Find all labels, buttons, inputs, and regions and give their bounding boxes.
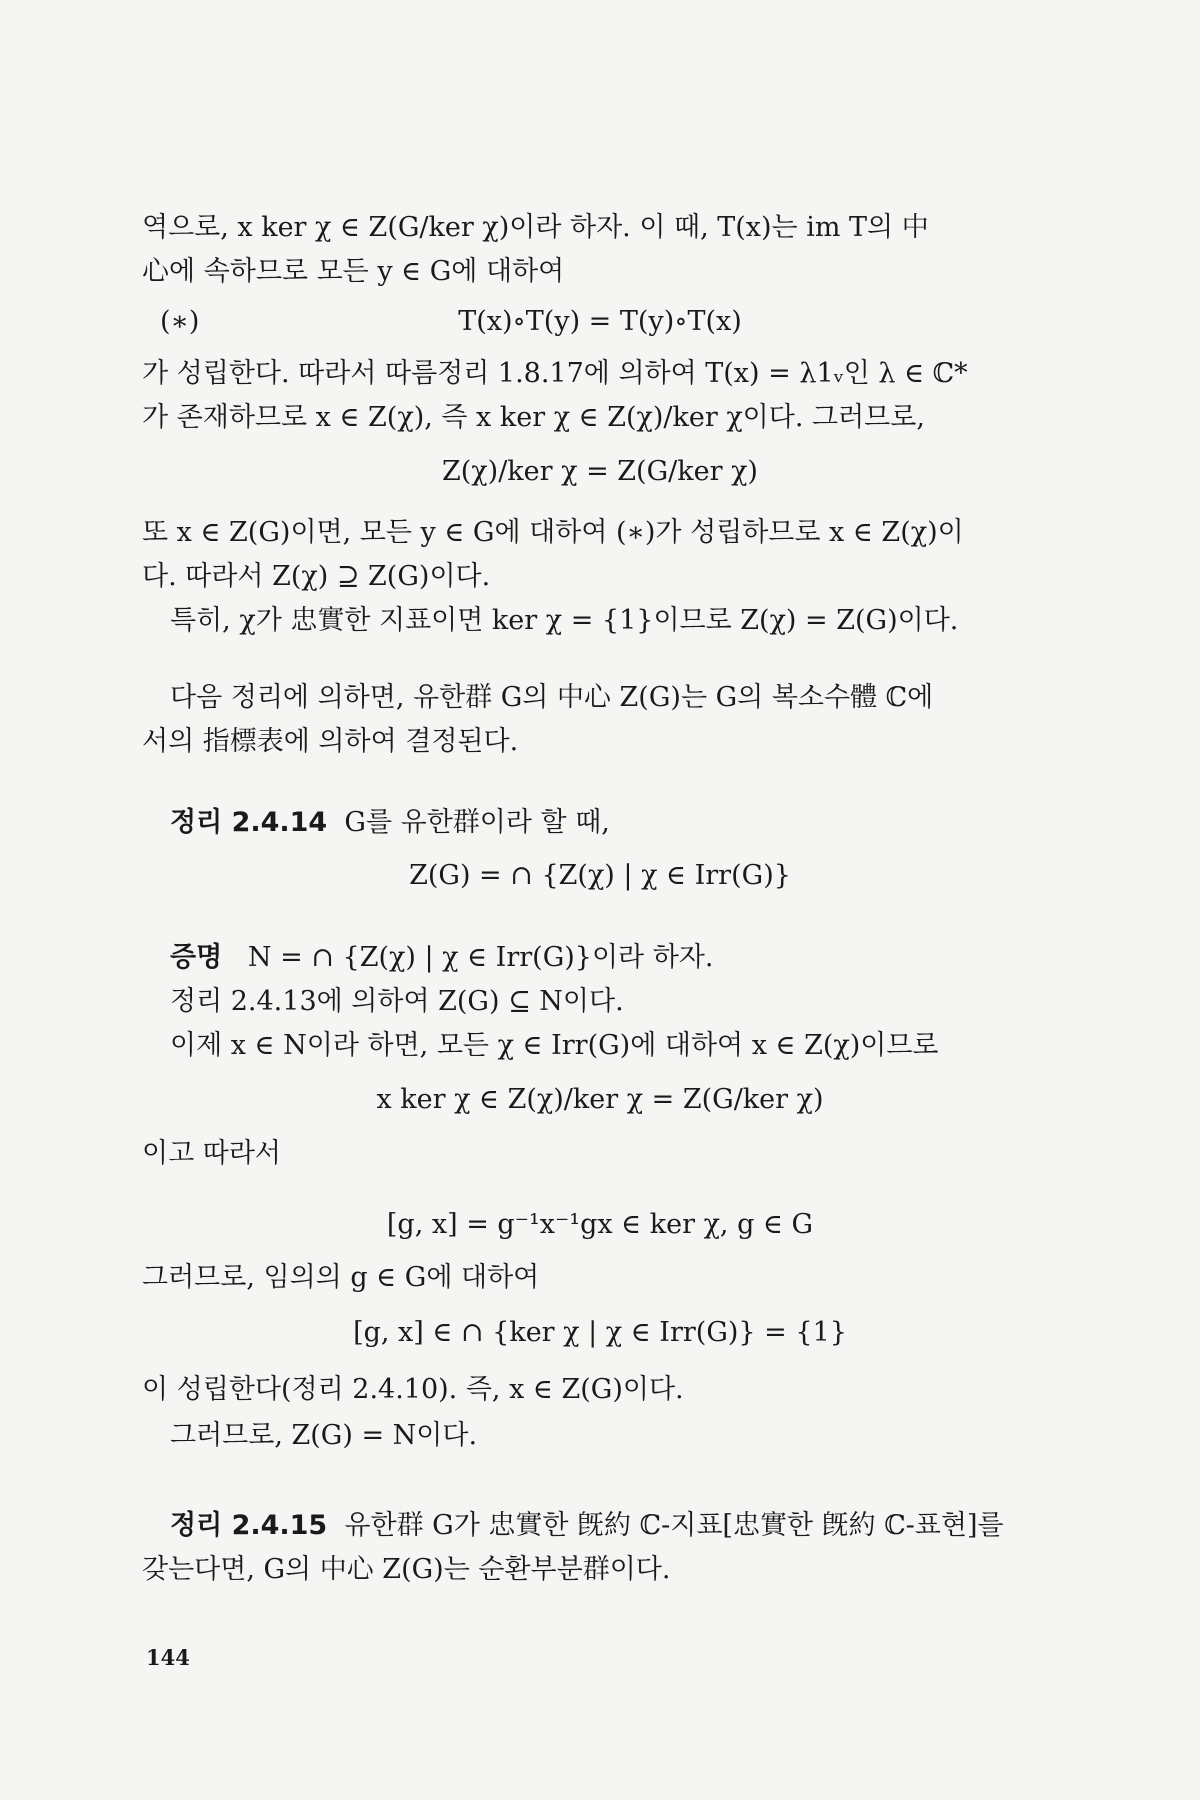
proof-line: 그러므로, 임의의 g ∈ G에 대하여 xyxy=(142,1262,540,1293)
text-line: 가 성립한다. 따라서 따름정리 1.8.17에 의하여 T(x) = λ1ᵥ인 λ ∈ ℂ* xyxy=(142,358,968,389)
theorem-heading xyxy=(170,1508,1070,1544)
equation: x ker χ ∈ Z(χ)/ker χ = Z(G/ker χ) xyxy=(376,1084,824,1115)
text-line: 또 x ∈ Z(G)이면, 모든 y ∈ G에 대하여 (∗)가 성립하므로 x ∈ Z(χ)이 xyxy=(142,517,964,548)
equation: Z(χ)/ker χ = Z(G/ker χ) xyxy=(442,456,758,487)
equation: T(x)∘T(y) = T(y)∘T(x) xyxy=(458,306,742,337)
theorem-statement: 유한群 G가 忠實한 旣約 ℂ-지표[忠實한 旣約 ℂ-표현]를 xyxy=(344,1510,1004,1541)
proof-line: 그러므로, Z(G) = N이다. xyxy=(170,1420,478,1451)
text-line: 서의 指標表에 의하여 결정된다. xyxy=(142,726,519,757)
text-line: 다. 따라서 Z(χ) ⊇ Z(G)이다. xyxy=(142,561,491,592)
proof-heading xyxy=(170,940,1070,976)
proof-line: 이제 x ∈ N이라 하면, 모든 χ ∈ Irr(G)에 대하여 x ∈ Z(χ)이므로 xyxy=(170,1030,939,1061)
theorem-heading xyxy=(170,805,1070,841)
page-number: 144 xyxy=(146,1645,190,1670)
text-line: 心에 속하므로 모든 y ∈ G에 대하여 xyxy=(142,256,565,287)
proof-line: 이 성립한다(정리 2.4.10). 즉, x ∈ Z(G)이다. xyxy=(142,1374,684,1405)
equation: [g, x] = g⁻¹x⁻¹gx ∈ ker χ, g ∈ G xyxy=(386,1209,814,1240)
text-line: 가 존재하므로 x ∈ Z(χ), 즉 x ker χ ∈ Z(χ)/ker χ이다. 그러므로, xyxy=(142,402,925,433)
proof-line: N = ∩ {Z(χ) | χ ∈ Irr(G)}이라 하자. xyxy=(247,942,714,973)
equation: Z(G) = ∩ {Z(χ) | χ ∈ Irr(G)} xyxy=(409,860,791,891)
proof-line: 이고 따라서 xyxy=(142,1138,281,1169)
theorem-statement: G를 유한群이라 할 때, xyxy=(344,807,610,838)
equation-tag: (∗) xyxy=(160,306,200,337)
theorem-label: 정리 2.4.15 xyxy=(170,1510,328,1541)
text-line: 역으로, x ker χ ∈ Z(G/ker χ)이라 하자. 이 때, T(x)는 im T의 中 xyxy=(142,212,929,243)
theorem-statement: 갖는다면, G의 中心 Z(G)는 순환부분群이다. xyxy=(142,1554,671,1585)
proof-label: 증명 xyxy=(170,942,223,973)
proof-line: 정리 2.4.13에 의하여 Z(G) ⊆ N이다. xyxy=(170,986,624,1017)
theorem-label: 정리 2.4.14 xyxy=(170,807,328,838)
text-line: 특히, χ가 忠實한 지표이면 ker χ = {1}이므로 Z(χ) = Z(G)이다. xyxy=(170,605,959,636)
text-line: 다음 정리에 의하면, 유한群 G의 中心 Z(G)는 G의 복소수體 ℂ에 xyxy=(170,682,934,713)
equation: [g, x] ∈ ∩ {ker χ | χ ∈ Irr(G)} = {1} xyxy=(353,1317,847,1348)
